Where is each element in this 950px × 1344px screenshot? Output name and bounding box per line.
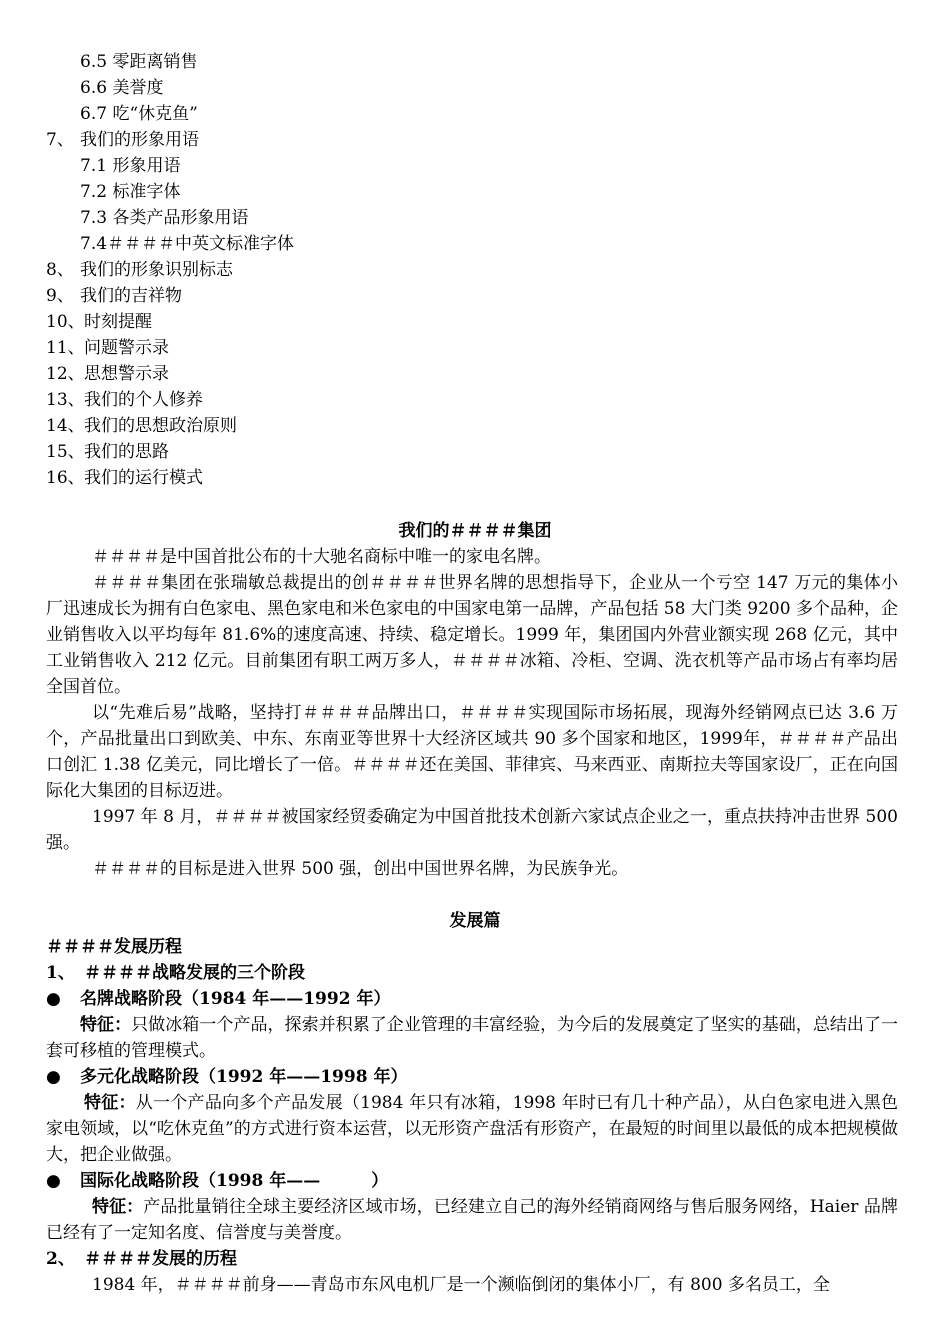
feature-label: 特征： xyxy=(80,1015,132,1035)
toc-item xyxy=(46,309,152,335)
heading-label: ＃＃＃＃发展的历程 xyxy=(84,1249,237,1269)
numbered-heading xyxy=(46,960,305,986)
toc-item-label: 问题警示录 xyxy=(84,338,169,358)
toc-item-number: 11、 xyxy=(46,338,85,358)
bullet-icon: ● xyxy=(46,1067,61,1087)
stage-title: 国际化战略阶段（1998 年—— ） xyxy=(80,1171,389,1191)
body-paragraph: ＃＃＃＃的目标是进入世界 500 强，创出中国世界名牌，为民族争光。 xyxy=(92,859,629,879)
body-paragraph: 1997 年 8 月，＃＃＃＃被国家经贸委确定为中国首批技术创新六家试点企业之一，重点扶持冲击世界 500 强。 xyxy=(46,807,898,853)
feature-text: 从一个产品向多个产品发展（1984 年只有冰箱，1998 年时已有几十种产品），从白色家电进入黑色家电领域，以“吃休克鱼”的方式进行资本运营，以无形资产盘活有形资产，在最短的时间里以最低的成本把规模做大，把企业做强。 xyxy=(46,1093,898,1165)
body-paragraph: ＃＃＃＃是中国首批公布的十大驰名商标中唯一的家电名牌。 xyxy=(92,547,551,567)
toc-item xyxy=(46,439,169,465)
body-paragraph: ＃＃＃＃集团在张瑞敏总裁提出的创＃＃＃＃世界名牌的思想指导下，企业从一个亏空 147 万元的集体小厂迅速成长为拥有白色家电、黑色家电和米色家电的中国家电第一品牌，产品包括 58 大门类 9200 多个品种，企业销售收入以平均每年 81.6%的速度高速、持续、稳定增长。1999 年，集团国内外营业额实现 268 亿元，其中工业销售收入 212 亿元。目前集团有职工两万多人，＃＃＃＃冰箱、冷柜、空调、洗衣机等产品市场占有率均居全国首位。 xyxy=(46,573,898,697)
toc-item-label: 思想警示录 xyxy=(84,364,169,384)
group-body xyxy=(46,544,898,882)
toc-item-number: 16、 xyxy=(46,468,85,488)
stage-heading xyxy=(46,986,390,1012)
feature-label: 特征： xyxy=(84,1093,136,1113)
body-paragraph: 以“先难后易”战略，坚持打＃＃＃＃品牌出口，＃＃＃＃实现国际市场拓展，现海外经销网点已达 3.6 万个，产品批量出口到欧美、中东、东南亚等世界十大经济区域共 90 多个国家和地区，1999年，＃＃＃＃产品出口创汇 1.38 亿美元，同比增长了一倍。＃＃＃＃还在美国、菲律宾、马来西亚、南斯拉夫等国家设厂，正在向国际化大集团的目标迈进。 xyxy=(46,703,898,801)
body-paragraph: 1984 年，＃＃＃＃前身——青岛市东风电机厂是一个濒临倒闭的集体小厂，有 800 多名员工，全 xyxy=(92,1275,830,1295)
stage-heading xyxy=(46,1064,407,1090)
stage-title: 名牌战略阶段（1984 年——1992 年） xyxy=(80,989,391,1009)
toc-subitem: 7.4＃＃＃＃中英文标准字体 xyxy=(80,234,295,254)
stage-heading xyxy=(46,1168,388,1194)
toc-item-label: 我们的吉祥物 xyxy=(80,286,182,306)
numbered-heading xyxy=(46,1246,237,1272)
toc-item-label: 我们的思想政治原则 xyxy=(84,416,237,436)
toc-subitem: 6.6 美誉度 xyxy=(80,78,164,98)
toc-item-label: 我们的个人修养 xyxy=(84,390,203,410)
heading-label: ＃＃＃＃战略发展的三个阶段 xyxy=(84,963,305,983)
history-body xyxy=(46,1272,898,1298)
toc-item-label: 我们的形象用语 xyxy=(80,130,199,150)
heading-number: 1、 xyxy=(46,963,75,983)
stage-title: 多元化战略阶段（1992 年——1998 年） xyxy=(80,1067,408,1087)
chapter-title: 发展篇 xyxy=(449,911,501,931)
toc-subitem: 7.2 标准字体 xyxy=(80,182,181,202)
heading-number: 2、 xyxy=(46,1249,75,1269)
toc-item-label: 我们的运行模式 xyxy=(84,468,203,488)
toc-subitem: 7.1 形象用语 xyxy=(80,156,181,176)
section-title: 我们的＃＃＃＃集团 xyxy=(398,521,552,541)
toc-item-label: 我们的形象识别标志 xyxy=(80,260,233,280)
toc-item-number: 8、 xyxy=(46,260,74,280)
toc-item-number: 15、 xyxy=(46,442,85,462)
toc-item-number: 10、 xyxy=(46,312,85,332)
toc-item xyxy=(46,387,203,413)
toc-item xyxy=(46,127,199,153)
toc-item xyxy=(46,283,182,309)
feature-text: 只做冰箱一个产品，探索并积累了企业管理的丰富经验，为今后的发展奠定了坚实的基础，总结出了一套可移植的管理模式。 xyxy=(46,1015,899,1061)
stage-feature xyxy=(46,1090,898,1168)
toc-subitem: 6.5 零距离销售 xyxy=(80,52,198,72)
stage-feature xyxy=(46,1194,898,1246)
feature-label: 特征： xyxy=(92,1197,144,1217)
toc-item-label: 我们的思路 xyxy=(84,442,169,462)
bullet-icon: ● xyxy=(46,989,61,1009)
toc-item xyxy=(46,361,169,387)
toc-subitem: 6.7 吃“休克鱼” xyxy=(80,104,198,124)
stage-feature xyxy=(46,1012,898,1064)
toc-item xyxy=(46,413,237,439)
subsection-heading: ＃＃＃＃发展历程 xyxy=(46,937,182,957)
toc-subitem: 7.3 各类产品形象用语 xyxy=(80,208,249,228)
bullet-icon: ● xyxy=(46,1171,61,1191)
toc-item xyxy=(46,257,233,283)
toc-item-label: 时刻提醒 xyxy=(84,312,152,332)
toc-item-number: 9、 xyxy=(46,286,74,306)
toc-item-number: 12、 xyxy=(46,364,85,384)
feature-text: 产品批量销往全球主要经济区域市场，已经建立自己的海外经销商网络与售后服务网络，Haier 品牌已经有了一定知名度、信誉度与美誉度。 xyxy=(46,1197,898,1243)
toc-item xyxy=(46,465,203,491)
toc-item-number: 13、 xyxy=(46,390,85,410)
toc-item-number: 14、 xyxy=(46,416,85,436)
toc-item xyxy=(46,335,169,361)
toc-item-number: 7、 xyxy=(46,130,74,150)
